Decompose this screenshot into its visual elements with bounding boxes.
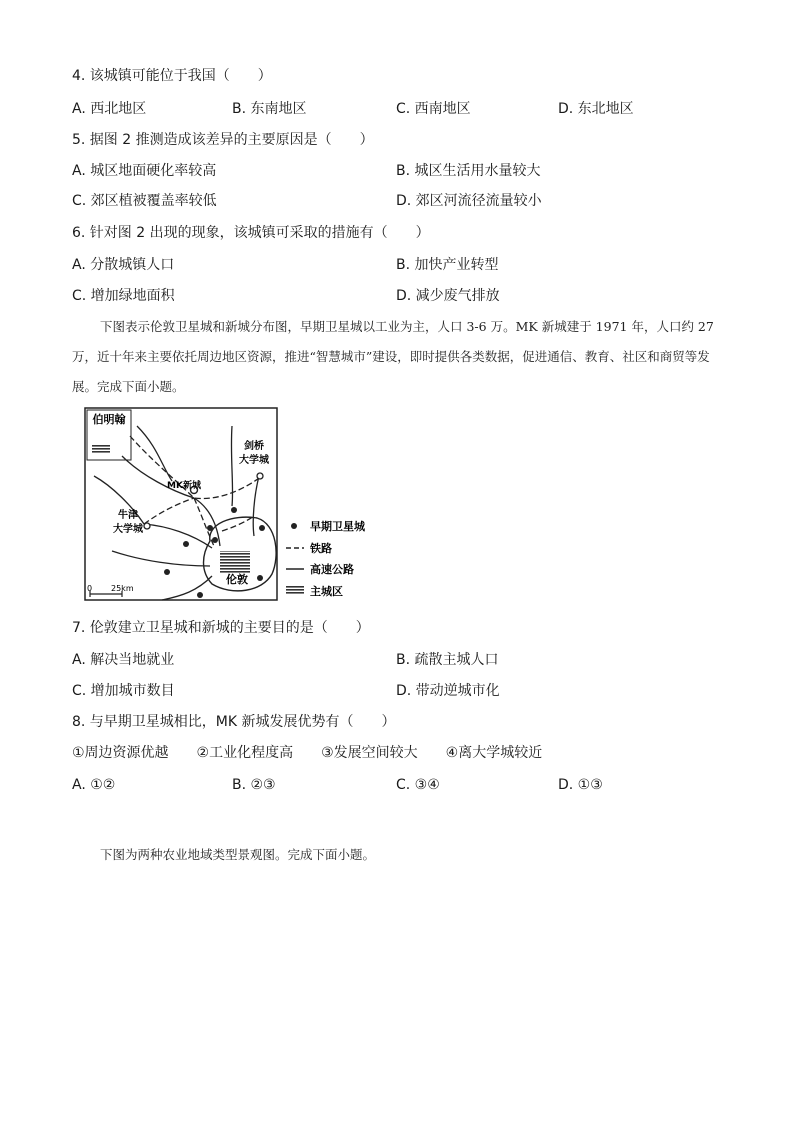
birmingham-city-area bbox=[92, 444, 110, 454]
q5-option-b: B. 城区生活用水量较大 bbox=[396, 163, 541, 179]
legend-highway-label: 高速公路 bbox=[310, 563, 354, 576]
q4-option-b: B. 东南地区 bbox=[232, 101, 307, 117]
q6-option-b: B. 加快产业转型 bbox=[396, 257, 499, 273]
q7-option-d: D. 带动逆城市化 bbox=[396, 683, 500, 699]
scale-zero-label: 0 bbox=[87, 584, 93, 593]
q8-option-b: B. ②③ bbox=[232, 777, 276, 793]
railway-east bbox=[222, 516, 254, 531]
satellite-town bbox=[212, 537, 218, 543]
highway-west bbox=[112, 551, 210, 566]
highway-oxford-london bbox=[144, 524, 212, 548]
legend-main-city-symbol bbox=[286, 586, 304, 595]
satellite-town bbox=[207, 525, 213, 531]
q4-option-d: D. 东北地区 bbox=[558, 101, 634, 117]
q4-option-a: A. 西北地区 bbox=[72, 101, 147, 117]
highway-m1 bbox=[122, 456, 194, 498]
london-satellite-map bbox=[82, 406, 398, 606]
cambridge-label-line2: 大学城 bbox=[239, 455, 269, 466]
scale-distance-label: 25km bbox=[111, 584, 134, 593]
railway-oxford-mk bbox=[144, 498, 194, 524]
satellite-town bbox=[231, 507, 237, 513]
q7-stem: 7. 伦敦建立卫星城和新城的主要目的是（ ） bbox=[72, 620, 370, 636]
q8-option-a: A. ①② bbox=[72, 777, 116, 793]
satellite-town bbox=[259, 525, 265, 531]
legend-railway-label: 铁路 bbox=[310, 542, 332, 555]
q5-option-c: C. 郊区植被覆盖率较低 bbox=[72, 193, 217, 209]
q7-option-b: B. 疏散主城人口 bbox=[396, 652, 499, 668]
q6-option-d: D. 减少废气排放 bbox=[396, 288, 500, 304]
q8-statements: ①周边资源优越 ②工业化程度高 ③发展空间较大 ④离大学城较近 bbox=[72, 745, 543, 761]
london-main-city-area bbox=[220, 551, 250, 573]
q4-stem: 4. 该城镇可能位于我国（ ） bbox=[72, 68, 272, 84]
q8-stem: 8. 与早期卫星城相比，MK 新城发展优势有（ ） bbox=[72, 714, 396, 730]
legend-satellite-label: 早期卫星城 bbox=[310, 520, 365, 533]
passage-agriculture-text: 下图为两种农业地域类型景观图。完成下面小题。 bbox=[100, 847, 376, 862]
satellite-town bbox=[183, 541, 189, 547]
cambridge-label-line1: 剑桥 bbox=[244, 441, 264, 452]
satellite-town bbox=[257, 575, 263, 581]
mk-new-town-label: MK新城 bbox=[167, 481, 201, 491]
q7-option-a: A. 解决当地就业 bbox=[72, 652, 175, 668]
satellite-town bbox=[164, 569, 170, 575]
q5-option-d: D. 郊区河流径流量较小 bbox=[396, 193, 542, 209]
q4-option-c: C. 西南地区 bbox=[396, 101, 471, 117]
q5-stem: 5. 据图 2 推测造成该差异的主要原因是（ ） bbox=[72, 132, 374, 148]
legend-main-city-label: 主城区 bbox=[310, 585, 343, 598]
satellite-town bbox=[197, 592, 203, 598]
q6-stem: 6. 针对图 2 出现的现象，该城镇可采取的措施有（ ） bbox=[72, 225, 430, 241]
oxford-label-line2: 大学城 bbox=[113, 524, 143, 535]
q6-option-c: C. 增加绿地面积 bbox=[72, 288, 175, 304]
highway-cambridge-london bbox=[253, 476, 259, 536]
passage-agriculture bbox=[72, 840, 722, 870]
passage-london-text: 下图表示伦敦卫星城和新城分布图，早期卫星城以工业为主，人口 3-6 万。MK 新城建于 1971 年，人口约 27 万，近十年来主要依托周边地区资源，推进“智慧城市”建设，即时提供各类数据，促进通信、教育、社区和商贸等发展。完成下面小题。 bbox=[72, 319, 714, 394]
q8-option-d: D. ①③ bbox=[558, 777, 603, 793]
birmingham-label: 伯明翰 bbox=[92, 413, 126, 426]
q8-option-c: C. ③④ bbox=[396, 777, 440, 793]
q7-option-c: C. 增加城市数目 bbox=[72, 683, 175, 699]
cambridge-marker bbox=[257, 473, 263, 479]
london-label: 伦敦 bbox=[226, 573, 248, 586]
oxford-marker bbox=[144, 523, 150, 529]
q5-option-a: A. 城区地面硬化率较高 bbox=[72, 163, 217, 179]
highway-southwest bbox=[162, 576, 212, 600]
passage-london bbox=[72, 312, 722, 402]
legend-satellite-symbol bbox=[291, 523, 297, 529]
oxford-label-line1: 牛津 bbox=[118, 510, 138, 521]
highway-north-central bbox=[231, 426, 232, 506]
q6-option-a: A. 分散城镇人口 bbox=[72, 257, 175, 273]
map-svg bbox=[82, 406, 398, 606]
